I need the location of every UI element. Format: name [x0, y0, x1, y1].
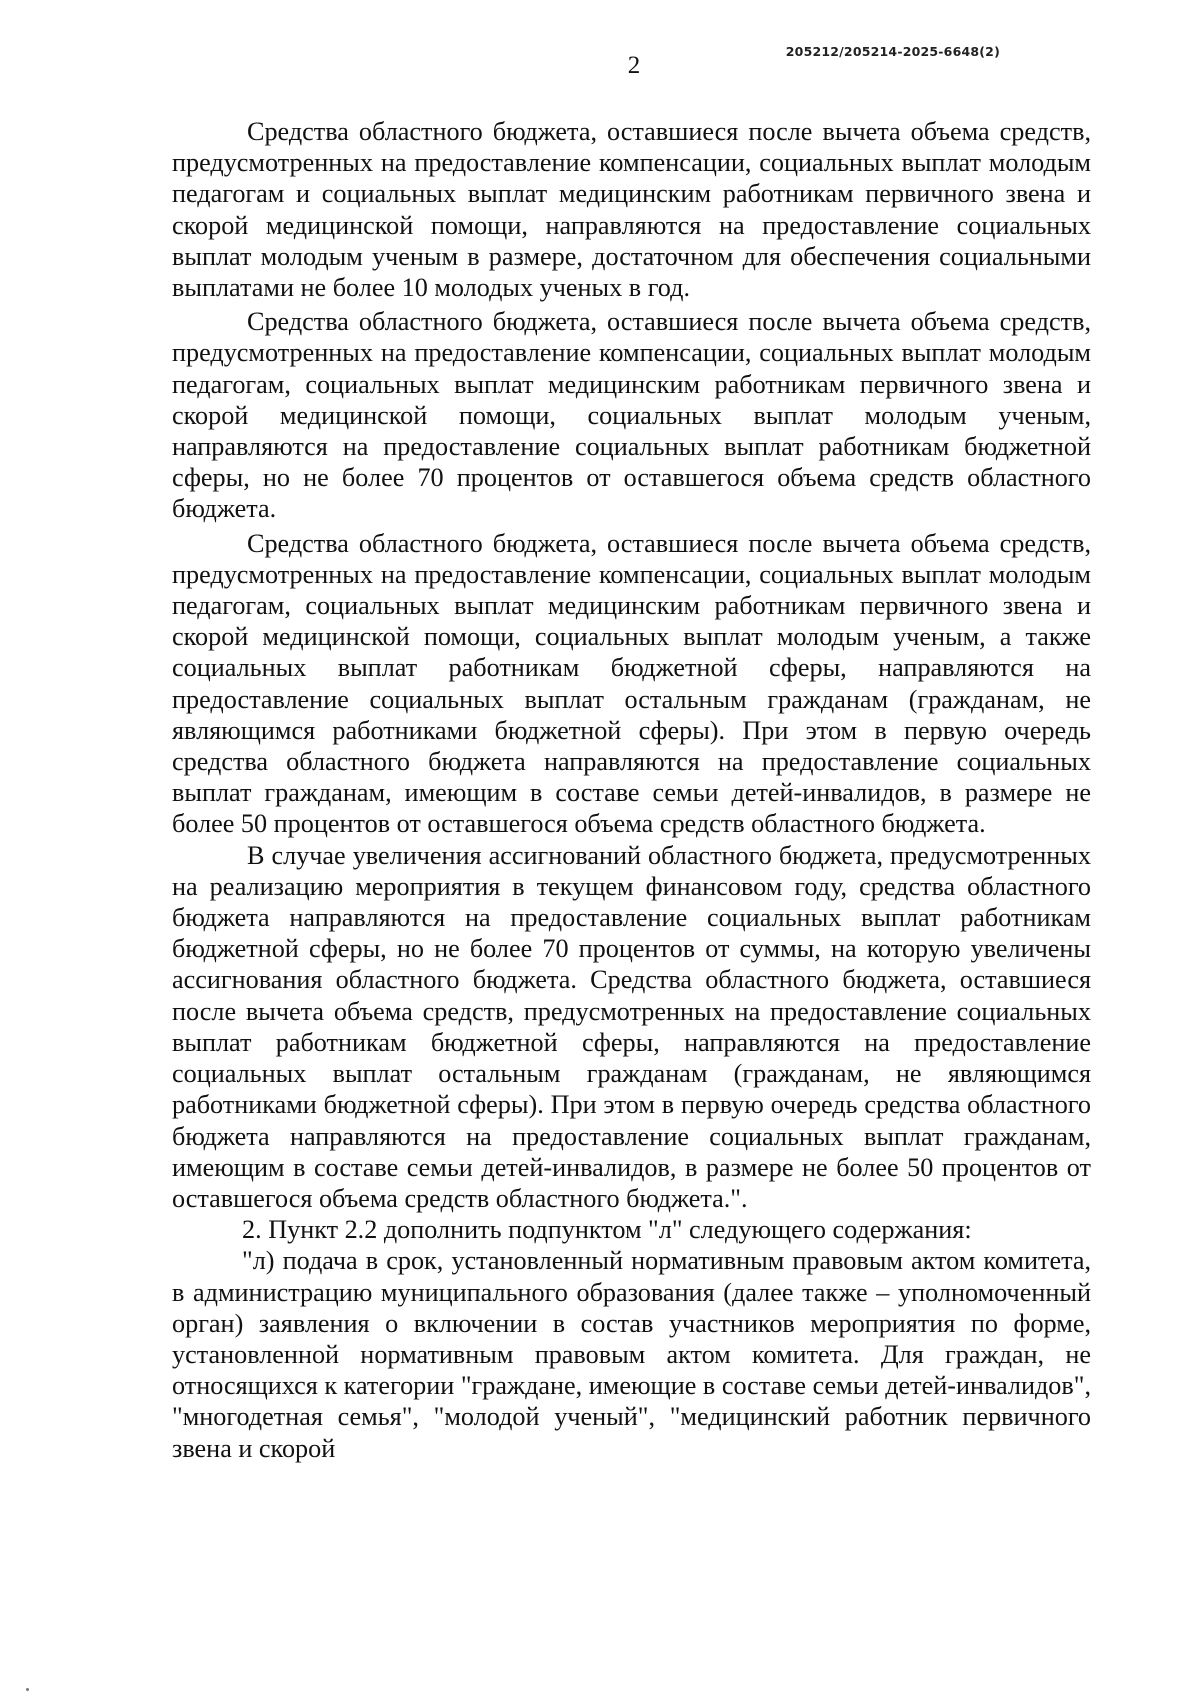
document-body	[172, 116, 1091, 1464]
paragraph-public-sector-workers: Средства областного бюджета, оставшиеся после вычета объема средств, предусмотренных на предоставление компенсации, социальных выплат молодым педагогам, социальных выплат медицинским работникам первичного звена и скорой медицинской помощи, социальных выплат молодым ученым, направляются на предоставление социальных выплат работникам бюджетной сферы, но не более 70 процентов от оставшегося объема средств областного бюджета.	[172, 307, 1091, 524]
document-id: 205212/205214-2025-6648(2)	[785, 44, 1000, 59]
paragraph-young-scientists: Средства областного бюджета, оставшиеся после вычета объема средств, предусмотренных на предоставление компенсации, социальных выплат молодым педагогам и социальных выплат медицинским работникам первичного звена и скорой медицинской помощи, направляются на предоставление социальных выплат молодым ученым в размере, достаточном для обеспечения социальными выплатами не более 10 молодых ученых в год.	[172, 117, 1091, 303]
paragraph-other-citizens: Средства областного бюджета, оставшиеся после вычета объема средств, предусмотренных на предоставление компенсации, социальных выплат молодым педагогам, социальных выплат медицинским работникам первичного звена и скорой медицинской помощи, социальных выплат молодым ученым, а также социальных выплат работникам бюджетной сферы, направляются на предоставление социальных выплат остальным гражданам (гражданам, не являющимся работниками бюджетной сферы). При этом в первую очередь средства областного бюджета направляются на предоставление социальных выплат гражданам, имеющим в составе семьи детей-инвалидов, в размере не более 50 процентов от оставшегося объема средств областного бюджета.	[172, 528, 1091, 839]
paragraph-increased-allocations: В случае увеличения ассигнований областного бюджета, предусмотренных на реализацию мероприятия в текущем финансовом году, средства областного бюджета направляются на предоставление социальных выплат работникам бюджетной сферы, но не более 70 процентов от суммы, на которую увеличены ассигнования областного бюджета. Средства областного бюджета, оставшиеся после вычета объема средств, предусмотренных на предоставление социальных выплат работникам бюджетной сферы, направляются на предоставление социальных выплат остальным гражданам (гражданам, не являющимся работниками бюджетной сферы). При этом в первую очередь средства областного бюджета направляются на предоставление социальных выплат гражданам, имеющим в составе семьи детей-инвалидов, в размере не более 50 процентов от оставшегося объема средств областного бюджета.".	[172, 840, 1091, 1213]
paragraph-item-2: 2. Пункт 2.2 дополнить подпунктом "л" следующего содержания:	[242, 1215, 972, 1245]
scan-artifact	[26, 1688, 29, 1691]
paragraph-subitem-l: "л) подача в срок, установленный нормативным правовым актом комитета, в администрацию муниципального образования (далее также – уполномоченный орган) заявления о включении в состав участников мероприятия по форме, установленной нормативным правовым актом комитета. Для граждан, не относящихся к категории "граждане, имеющие в составе семьи детей-инвалидов", "многодетная семья", "молодой ученый", "медицинский работник первичного звена и скорой	[172, 1246, 1091, 1463]
page-number: 2	[627, 52, 641, 79]
